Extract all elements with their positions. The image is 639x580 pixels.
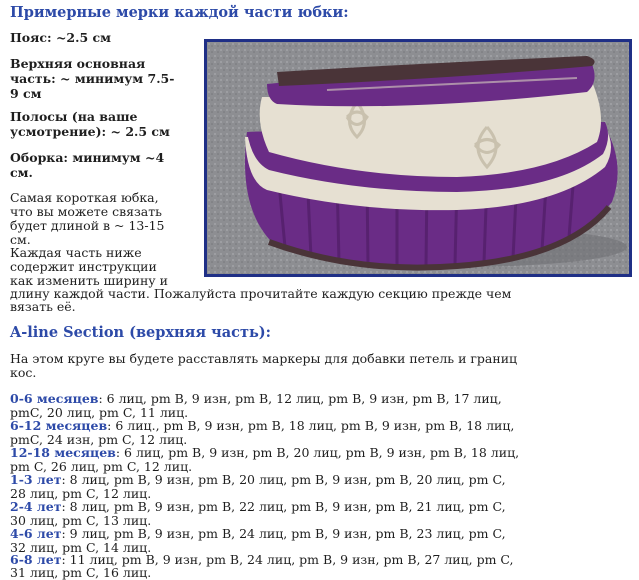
section-title: A-line Section (верхняя часть): [10, 324, 271, 341]
measure-line: часть: ~ минимум 7.5- [10, 71, 175, 86]
size-instructions: : 8 лиц, pm B, 9 изн, pm B, 22 лиц, pm B, 9 изн, pm B, 21 лиц, pm C, [61, 499, 506, 514]
size-instructions: 30 лиц, pm C, 13 лиц. [10, 513, 152, 528]
size-instructions: pm C, 26 лиц, pm C, 12 лиц. [10, 459, 193, 474]
intro-line: как изменить ширину и [10, 273, 168, 288]
size-row-4-6y [10, 527, 506, 541]
measure-line: 9 см [10, 86, 42, 101]
size-label: 2-4 лет [10, 499, 62, 514]
size-instructions: 32 лиц, pm C, 14 лиц. [10, 540, 152, 555]
measure-line: см. [10, 165, 33, 180]
measure-stripes [10, 109, 200, 139]
measure-line: Оборка: минимум ~4 [10, 150, 165, 165]
measure-line: Верхняя основная [10, 56, 146, 71]
size-row-0-6m [10, 392, 502, 406]
size-row-6-12m [10, 419, 514, 433]
size-instructions: : 8 лиц, pm B, 9 изн, pm B, 20 лиц, pm B, 9 изн, pm B, 20 лиц, pm C, [61, 472, 506, 487]
size-instructions: : 6 лиц, pm B, 9 изн, pm B, 12 лиц, pm B, 9 изн, pm B, 17 лиц, [98, 391, 502, 406]
size-label: 6-12 месяцев [10, 418, 108, 433]
size-label: 12-18 месяцев [10, 445, 116, 460]
intro-line: вязать её. [10, 299, 76, 314]
size-instructions: 31 лиц, pm C, 16 лиц. [10, 565, 152, 580]
size-instructions: : 9 лиц, pm B, 9 изн, pm B, 24 лиц, pm B, 9 изн, pm B, 23 лиц, pm C, [61, 526, 506, 541]
section-intro-line: На этом круге вы будете расставлять маркеры для добавки петель и границ [10, 351, 518, 366]
size-label: 0-6 месяцев [10, 391, 99, 406]
measure-line: Пояс: ~2.5 см [10, 30, 111, 45]
measure-upper [10, 56, 200, 101]
section-intro-line: кос. [10, 365, 37, 380]
size-row-1-3y [10, 473, 506, 487]
measure-line: Полосы (на ваше [10, 109, 138, 124]
size-row-cont [10, 566, 151, 580]
page-title: Примерные мерки каждой части юбки: [10, 4, 349, 21]
size-instructions: : 6 лиц, pm B, 9 изн, pm B, 20 лиц, pm B, 9 изн, pm B, 18 лиц, [115, 445, 520, 460]
intro-line: Самая короткая юбка, [10, 190, 159, 205]
size-row-12-18m [10, 446, 519, 460]
intro-line: длину каждой части. Пожалуйста прочитайте каждую секцию прежде чем [10, 286, 512, 301]
size-instructions: : 6 лиц., pm B, 9 изн, pm B, 18 лиц, pm B, 9 изн, pm B, 18 лиц, [107, 418, 515, 433]
measure-ruffle [10, 150, 200, 180]
size-label: 1-3 лет [10, 472, 62, 487]
measure-line: усмотрение): ~ 2.5 см [10, 124, 170, 139]
measure-waist [10, 30, 200, 45]
skirt-photo [204, 39, 632, 277]
size-instructions: : 11 лиц, pm B, 9 изн, pm B, 24 лиц, pm B, 9 изн, pm B, 27 лиц, pm C, [61, 552, 514, 567]
intro-line: будет длиной в ~ 13-15 [10, 218, 165, 233]
size-row-2-4y [10, 500, 506, 514]
size-label: 6-8 лет [10, 552, 62, 567]
size-instructions: 28 лиц, pm C, 12 лиц. [10, 486, 152, 501]
intro-line: содержит инструкции [10, 259, 157, 274]
size-instructions: pmC, 20 лиц, pm C, 11 лиц. [10, 405, 189, 420]
knitted-skirt-image [207, 42, 629, 274]
intro-line: что вы можете связать [10, 204, 162, 219]
size-instructions: pmC, 24 изн, pm C, 12 лиц. [10, 432, 188, 447]
intro-line: см. [10, 232, 31, 247]
intro-line: Каждая часть ниже [10, 245, 142, 260]
size-label: 4-6 лет [10, 526, 62, 541]
